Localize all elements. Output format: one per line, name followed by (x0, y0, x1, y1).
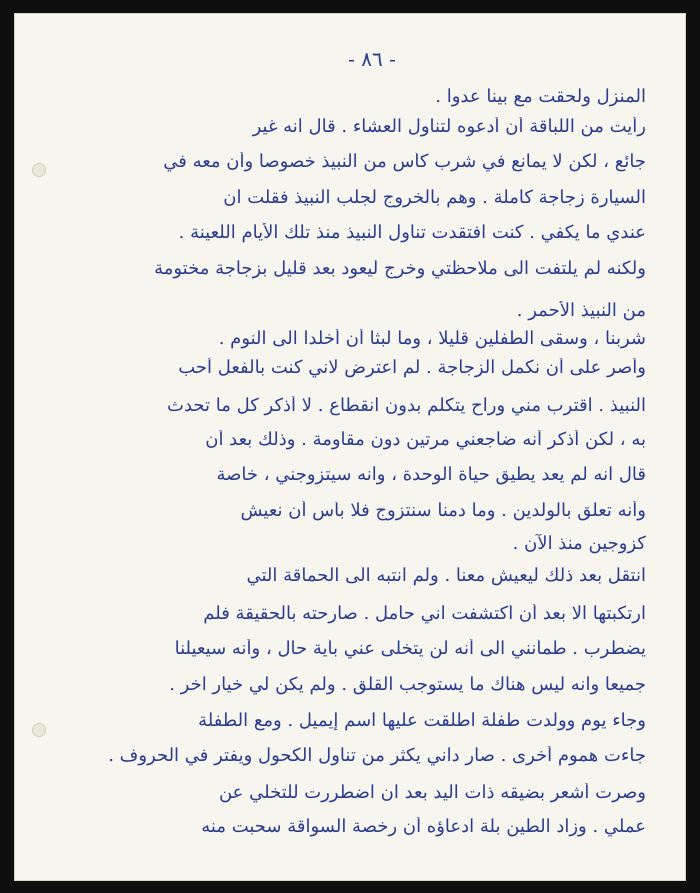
text-line: ارتكبتها الا بعد أن اكتشفت اني حامل . صارحته بالحقيقة فلم (203, 604, 646, 624)
text-line: السيارة زجاجة كاملة . وهم بالخروج لجلب النبيذ فقلت ان (223, 188, 646, 208)
text-line: وأصر على أن نكمل الزجاجة . لم اعترض لاني كنت بالفعل أحب (178, 358, 646, 378)
text-line: انتقل بعد ذلك ليعيش معنا . ولم انتبه الى الحماقة التي (246, 566, 646, 586)
punch-hole (32, 163, 46, 177)
punch-hole (32, 723, 46, 737)
text-line: شربنا ، وسقى الطفلين قليلا ، وما لبثا أن أخلدا الى النوم . (218, 329, 646, 349)
text-line: النبيذ . اقترب مني وراح يتكلم بدون انقطاع . لا أذكر كل ما تحدث (167, 396, 646, 416)
text-line: ولكنه لم يلتفت الى ملاحظتي وخرج ليعود بعد قليل بزجاجة مختومة (154, 259, 646, 279)
text-line: كزوجين منذ الآن . (512, 534, 646, 554)
text-line: جائع ، لكن لا يمانع في شرب كأس من النبيذ خصوصا وأن معه في (163, 152, 646, 172)
text-line: به ، لكن أذكر أنه ضاجعني مرتين دون مقاومة . وذلك بعد أن (205, 430, 646, 450)
text-line: المنزل ولحقت مع بينا عدوا . (435, 87, 646, 107)
text-line: رأيت من اللباقة أن أدعوه لتناول العشاء . قال انه غير (252, 117, 646, 137)
text-line: يضطرب . طمأنني الى أنه لن يتخلى عني بأية حال ، وأنه سيعيلنا (174, 639, 646, 659)
text-line: عملي . وزاد الطين بلة ادعاؤه أن رخصة السواقة سحبت منه (201, 817, 646, 837)
page-number: - ٨٦ - (348, 47, 396, 71)
text-line: وصرت أشعر بضيقه ذات اليد بعد ان اضطررت للتخلي عن (218, 783, 646, 803)
text-line: وأنه تعلق بالولدين . وما دمنا سنتزوج فلا بأس أن نعيش (240, 501, 646, 521)
text-line: جميعا وانه ليس هناك ما يستوجب القلق . ولم يكن لي خيار آخر . (169, 675, 646, 695)
letter-page (14, 13, 686, 881)
text-line: وجاء يوم وولدت طفلة اطلقت عليها اسم إيميل . ومع الطفلة (198, 711, 646, 731)
text-line: جاءت هموم أخرى . صار داني يكثر من تناول الكحول ويفتر في الحروف . (108, 746, 646, 766)
text-line: قال انه لم يعد يطيق حياة الوحدة ، وانه سيتزوجني ، خاصة (216, 465, 646, 485)
text-line: عندي ما يكفي . كنت افتقدت تناول النبيذ منذ تلك الأيام اللعينة . (178, 223, 646, 243)
text-line: من النبيذ الأحمر . (516, 301, 646, 321)
